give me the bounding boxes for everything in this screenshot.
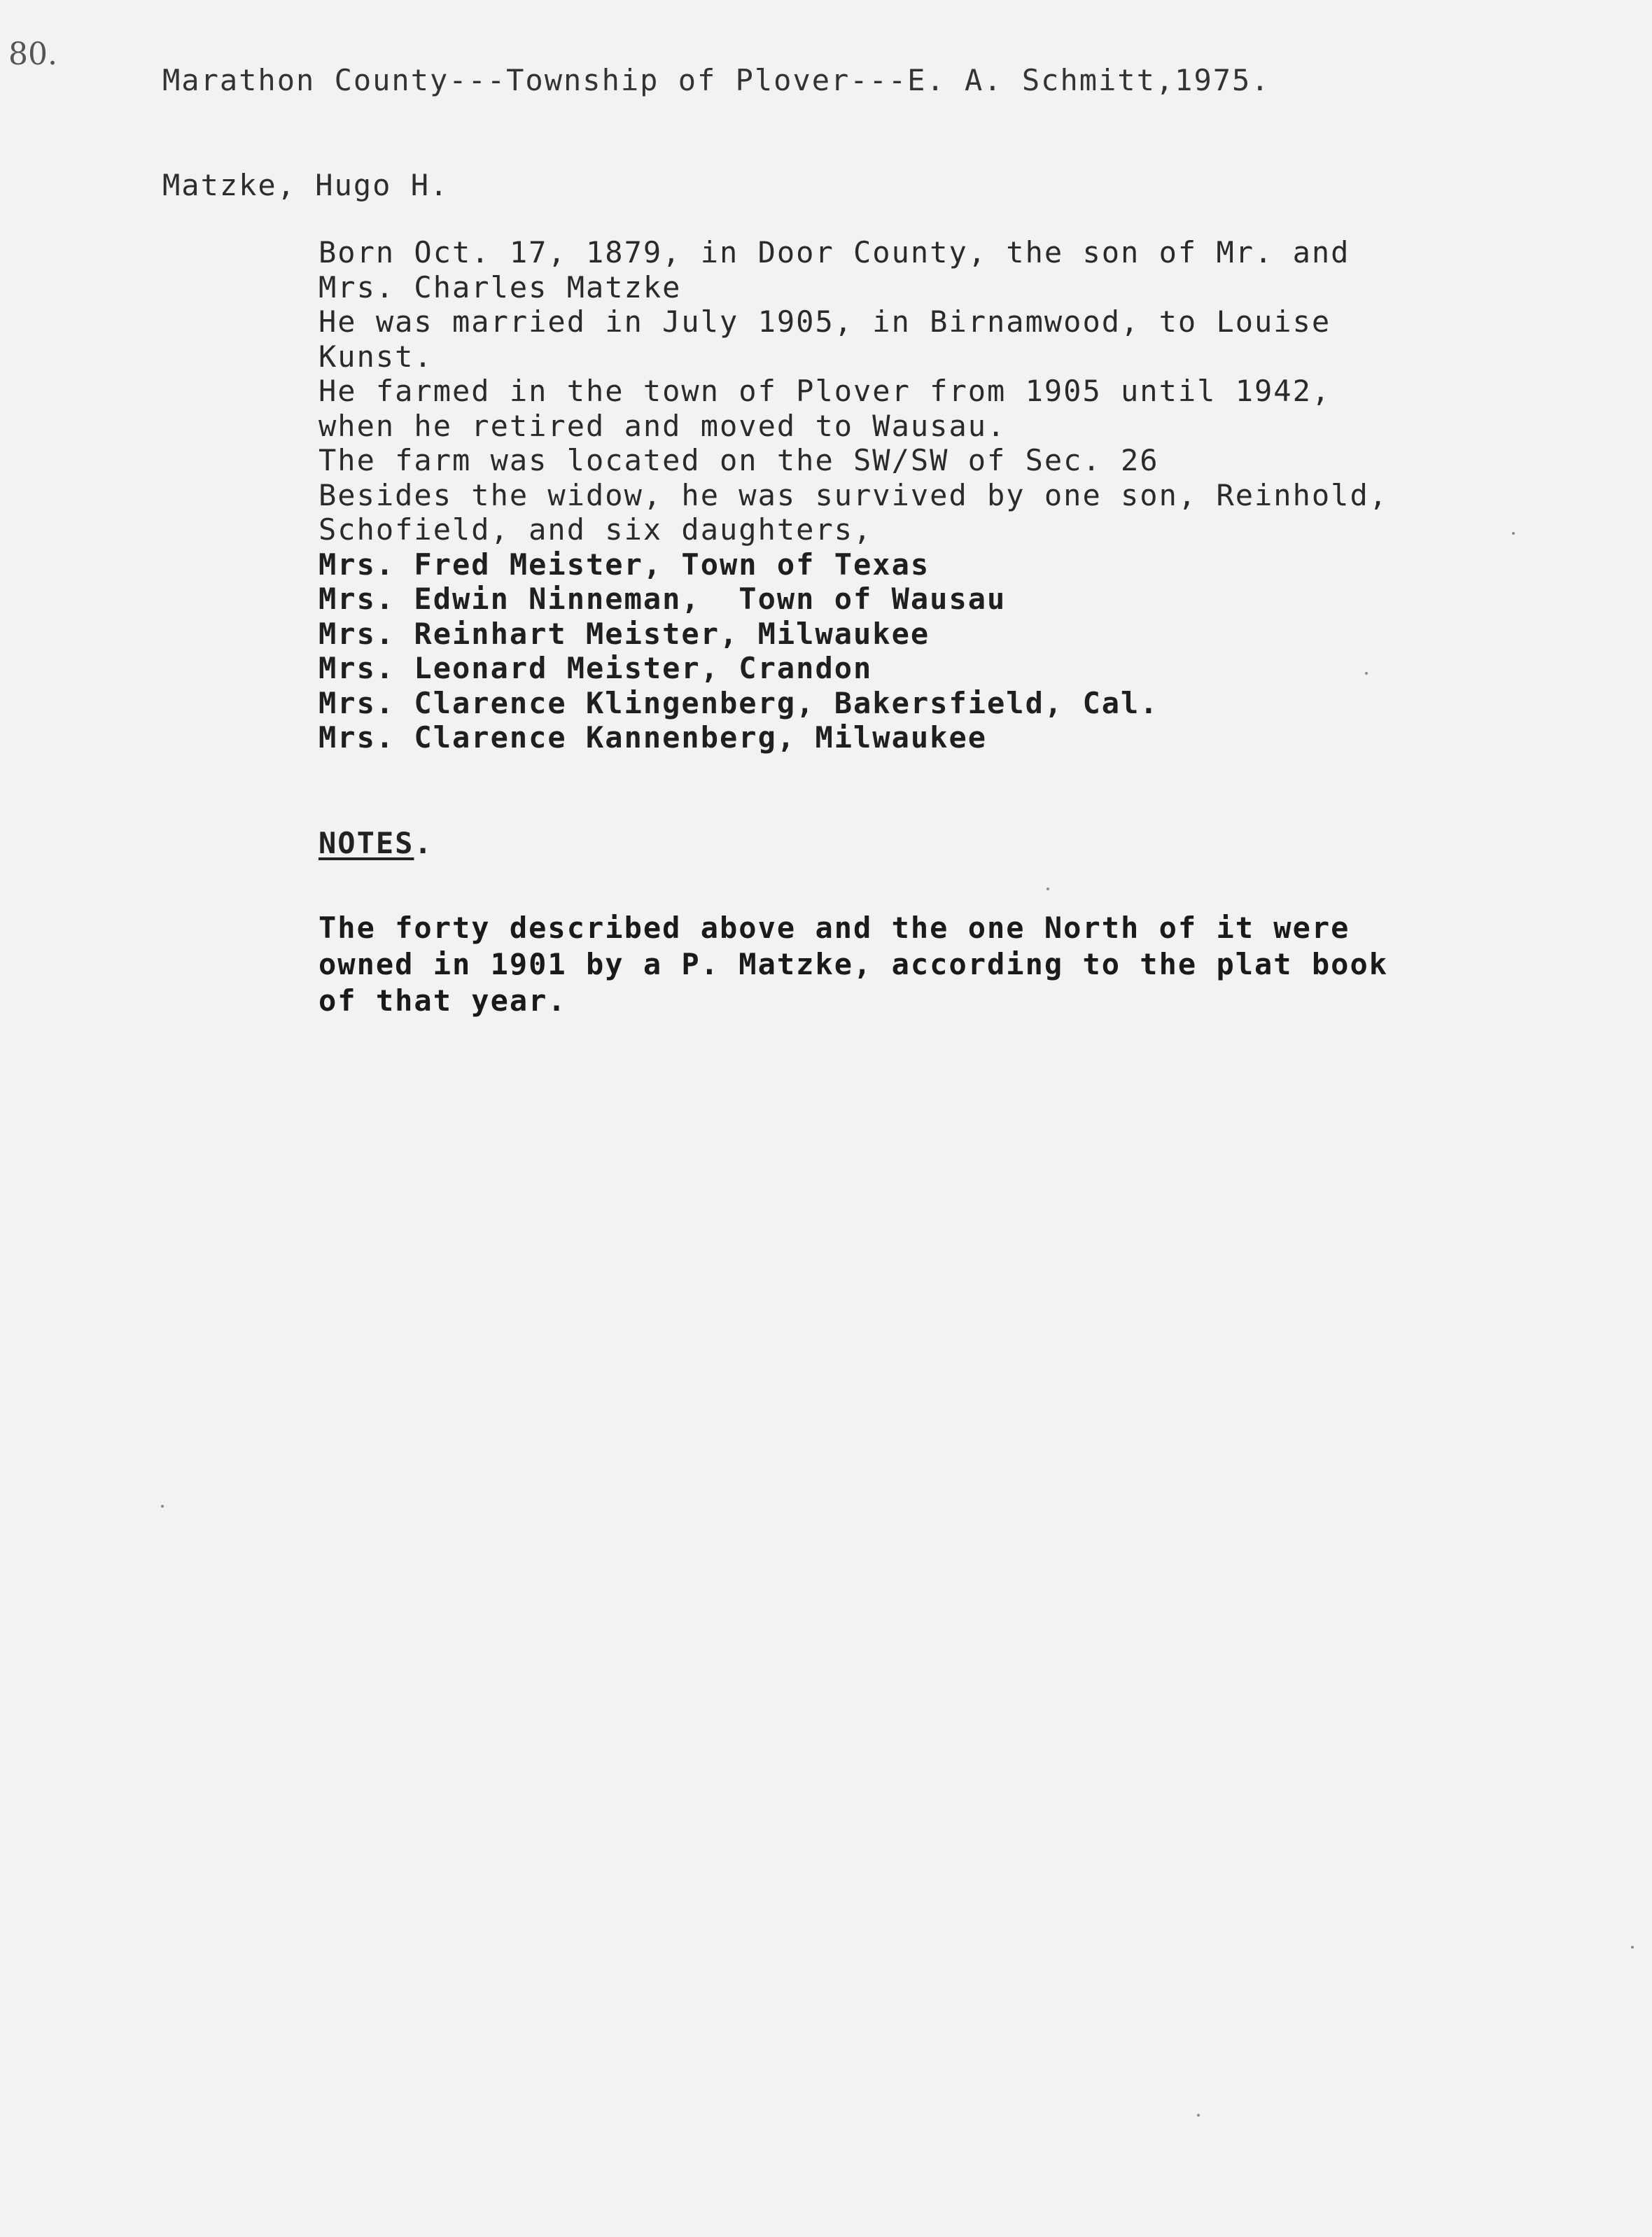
paper-speck xyxy=(1046,888,1049,890)
document-header: Marathon County---Township of Plover---E. A. Schmitt,1975. xyxy=(162,63,1270,97)
biography-line: The farm was located on the SW/SW of Sec. 26 xyxy=(318,443,1159,477)
notes-body xyxy=(318,910,1388,1019)
biography-line: Kunst. xyxy=(318,339,433,374)
daughter-line: Mrs. Fred Meister, Town of Texas xyxy=(318,547,930,582)
subject-name: Matzke, Hugo H. xyxy=(162,168,449,202)
notes-heading: NOTES. xyxy=(318,826,433,860)
biography-line: Mrs. Charles Matzke xyxy=(318,269,682,304)
daughter-line: Mrs. Clarence Klingenberg, Bakersfield, Cal. xyxy=(318,685,1159,720)
daughter-line: Mrs. Leonard Meister, Crandon xyxy=(318,651,873,685)
biography-line: Schofield, and six daughters, xyxy=(318,512,873,547)
biography-line: when he retired and moved to Wausau. xyxy=(318,408,1007,443)
paper-speck xyxy=(1365,672,1368,675)
daughter-line: Mrs. Reinhart Meister, Milwaukee xyxy=(318,616,930,651)
notes-line: owned in 1901 by a P. Matzke, according to the plat book xyxy=(318,947,1389,981)
biography-line: He was married in July 1905, in Birnamwood, to Louise xyxy=(318,304,1331,339)
daughter-line: Mrs. Edwin Ninneman, Town of Wausau xyxy=(318,582,1007,616)
biography xyxy=(318,235,1388,755)
notes-line: The forty described above and the one North of it were xyxy=(318,911,1350,945)
biography-line: Besides the widow, he was survived by one son, Reinhold, xyxy=(318,477,1389,512)
biography-line: He farmed in the town of Plover from 1905 until 1942, xyxy=(318,374,1331,408)
notes-line: of that year. xyxy=(318,983,567,1018)
paper-speck xyxy=(1197,2114,1200,2117)
page-number: 80. xyxy=(8,36,57,72)
paper-speck xyxy=(161,1505,164,1508)
biography-line: Born Oct. 17, 1879, in Door County, the son of Mr. and xyxy=(318,235,1350,269)
paper-speck xyxy=(1631,1946,1634,1949)
daughter-line: Mrs. Clarence Kannenberg, Milwaukee xyxy=(318,720,988,755)
notes-heading-text: NOTES xyxy=(318,826,414,860)
paper-speck xyxy=(1512,532,1515,535)
